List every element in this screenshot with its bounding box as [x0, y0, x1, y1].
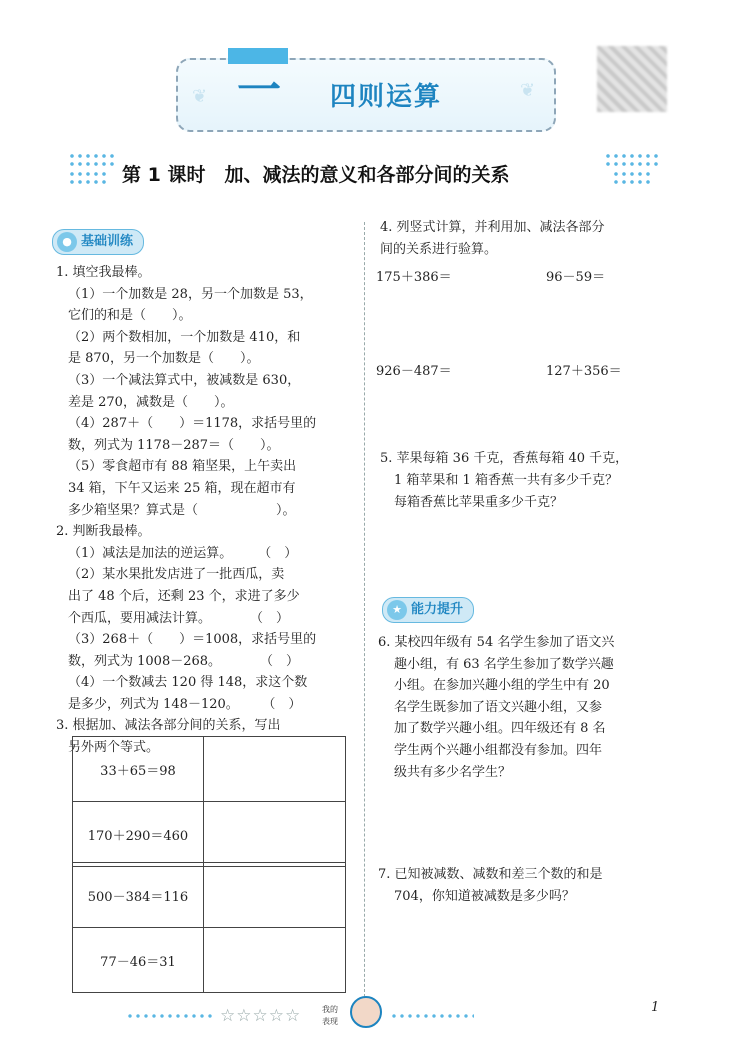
unit-title: 四则运算 [330, 82, 443, 112]
left-question-line: （1）一个加数是 28，另一个加数是 53， [68, 286, 313, 302]
q7-line-1: 7. 已知被减数、减数和差三个数的和是 [378, 867, 603, 882]
left-question-line: 它们的和是（ ）。 [68, 308, 192, 324]
q6-block [378, 632, 614, 783]
left-question-line: 3. 根据加、减法各部分间的关系，写出 [56, 718, 281, 734]
lightbulb-icon: ★ [387, 600, 407, 620]
left-question-line: 1. 填空我最棒。 [56, 265, 151, 280]
q6-lines [378, 632, 614, 783]
left-question-line: 出了 48 个后，还剩 23 个，求进了多少 [68, 588, 300, 604]
q5-line-2: 1 箱苹果和 1 箱香蕉一共有多少千克？ [394, 473, 618, 488]
table-row [73, 928, 346, 993]
left-question-line: （3）268＋（ ）＝1008，求括号里的 [68, 632, 317, 648]
banner-tab [228, 48, 288, 64]
person-icon: ● [57, 232, 77, 252]
equation-table-1 [72, 736, 346, 867]
table-row [73, 863, 346, 928]
footer-dots-right [390, 1012, 474, 1022]
unit-number: 一 [237, 65, 281, 116]
left-question-line: （2）两个数相加，一个加数是 410，和 [68, 329, 301, 345]
left-question-line: 数，列式为 1008－268。 （ ） [68, 653, 300, 669]
q6-line: 学生两个兴趣小组都没有参加。四年 [394, 742, 603, 758]
q4-expr-2: 96－59＝ [546, 270, 606, 285]
q6-line: 6. 某校四年级有 54 名学生参加了语文兴 [378, 635, 615, 650]
q5-line-1: 5. 苹果每箱 36 千克，香蕉每箱 40 千克， [380, 451, 629, 466]
rating-stars[interactable]: ☆☆☆☆☆ [220, 1006, 302, 1026]
left-question-line: （1）减法是加法的逆运算。 （ ） [68, 545, 298, 561]
banner-decoration-left: ❦ [192, 86, 208, 107]
left-question-line: 数，列式为 1178－287＝（ ）。 [68, 437, 280, 453]
footer-dots-left [126, 1012, 212, 1022]
table-cell-equation: 170＋290＝460 [73, 802, 204, 867]
left-question-line: （3）一个减法算式中，被减数是 630， [68, 372, 301, 388]
q6-line: 小组。在参加兴趣小组的学生中有 20 [394, 678, 610, 694]
table-row [73, 737, 346, 802]
q4-line-1: 4. 列竖式计算，并利用加、减法各部分 [380, 220, 605, 235]
q7-line-2: 704，你知道被减数是多少吗？ [394, 889, 575, 904]
table-row [73, 802, 346, 867]
q6-line: 趣小组，有 63 名学生参加了数学兴趣 [394, 656, 614, 672]
left-question-lines [56, 262, 344, 759]
footer-label-bottom: 表现 [322, 1017, 338, 1026]
q4-line-2: 间的关系进行验算。 [380, 242, 498, 257]
section-basic-badge [52, 229, 144, 255]
table-cell-equation: 77－46＝31 [73, 928, 204, 993]
q4-expr-3: 926－487＝ [376, 364, 452, 379]
left-question-line: （4）287＋（ ）＝1178，求括号里的 [68, 416, 317, 432]
left-question-line: 是 870，另一个加数是（ ）。 [68, 351, 260, 367]
student-face-icon [350, 996, 382, 1028]
lesson-dots-left-2 [68, 170, 110, 186]
left-question-line: 2. 判断我最棒。 [56, 524, 151, 540]
q6-line: 加了数学兴趣小组。四年级还有 8 名 [394, 721, 606, 737]
q6-line: 名学生既参加了语文兴趣小组，又参 [394, 699, 603, 715]
left-question-line: 另外两个等式。 [68, 740, 160, 756]
lesson-dots-right-2 [612, 170, 654, 186]
lesson-title: 第 1 课时 加、减法的意义和各部分间的关系 [122, 164, 510, 186]
answer-cell[interactable] [204, 863, 346, 928]
table-cell-equation: 33＋65＝98 [73, 737, 204, 802]
q6-line: 级共有多少名学生？ [394, 764, 512, 780]
section-basic-label: 基础训练 [81, 234, 134, 249]
table-cell-equation: 500－384＝116 [73, 863, 204, 928]
section-advanced-badge [382, 597, 474, 623]
left-question-line: 差是 270，减数是（ ）。 [68, 394, 234, 410]
q5-line-3: 每箱香蕉比苹果重多少千克？ [394, 495, 564, 510]
lesson-dots-right [604, 152, 662, 168]
q4-expr-4: 127＋356＝ [546, 364, 622, 379]
left-question-line: （5）零食超市有 88 箱坚果，上午卖出 [68, 459, 297, 475]
banner-decoration-right: ❦ [520, 80, 536, 101]
q4-expr-1: 175＋386＝ [376, 270, 452, 285]
left-question-line: 是多少，列式为 148－120。 （ ） [68, 696, 302, 712]
left-question-line: 多少箱坚果？算式是（ ）。 [68, 502, 296, 518]
left-question-line: （2）某水果批发店进了一批西瓜，卖 [68, 567, 285, 583]
left-question-line: 34 箱，下午又运来 25 箱，现在超市有 [68, 480, 296, 496]
column-divider [364, 222, 365, 1012]
left-question-line: 个西瓜，要用减法计算。 （ ） [68, 610, 290, 626]
left-column [56, 262, 344, 759]
page-number: 1 [651, 1000, 660, 1015]
footer-label-top: 我的 [322, 1005, 338, 1014]
equation-table-2 [72, 862, 346, 993]
answer-cell[interactable] [204, 928, 346, 993]
answer-cell[interactable] [204, 802, 346, 867]
lesson-dots-left [68, 152, 118, 168]
left-question-line: （4）一个数减去 120 得 148，求这个数 [68, 675, 308, 691]
section-advanced-label: 能力提升 [411, 602, 464, 617]
answer-cell[interactable] [204, 737, 346, 802]
qr-code [597, 46, 667, 112]
